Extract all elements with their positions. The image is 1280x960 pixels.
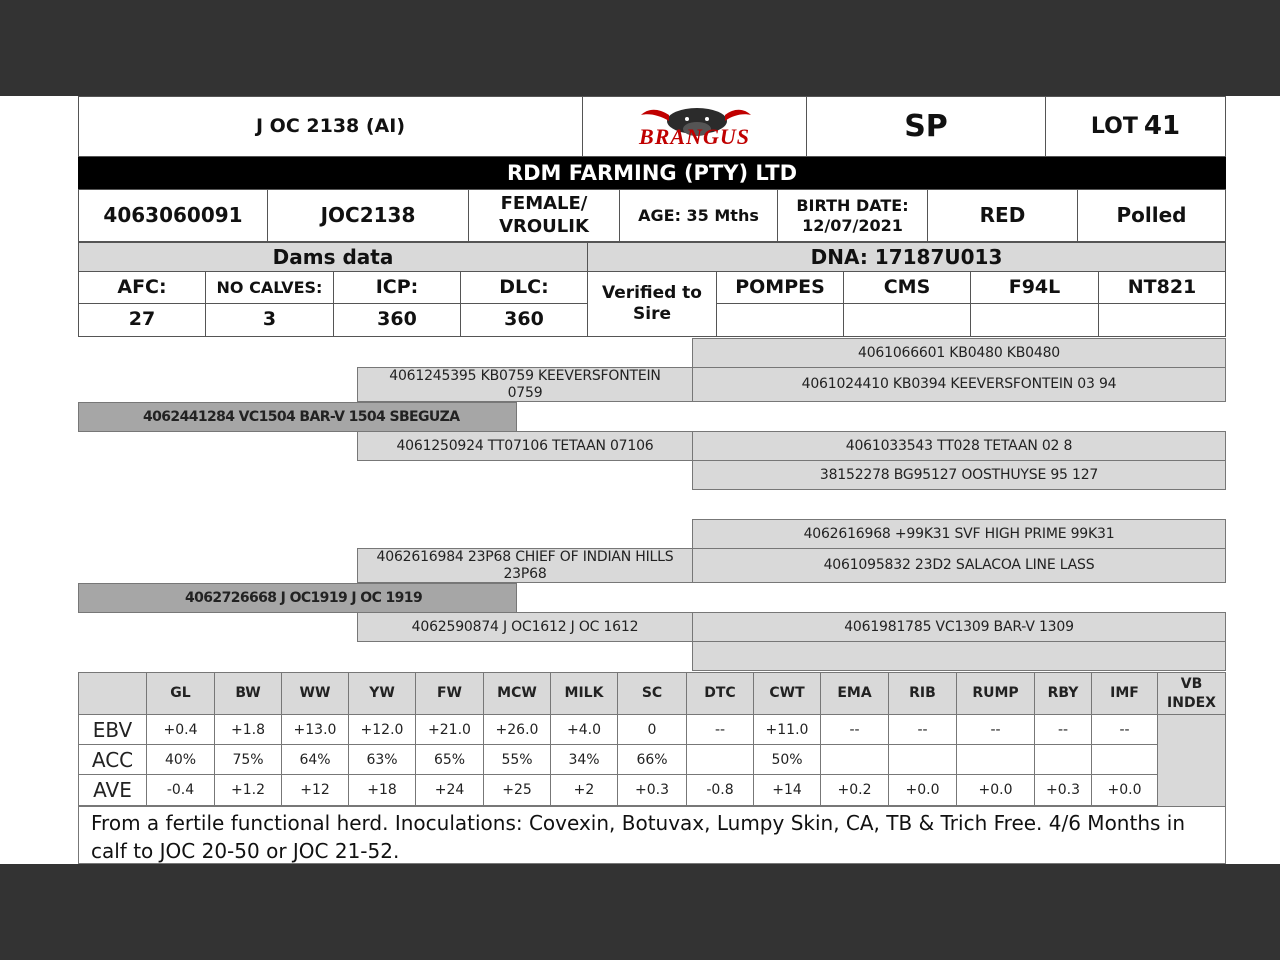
ebv-cell-acc-yw: 63%: [348, 744, 416, 775]
calves-label: NO CALVES:: [205, 271, 334, 304]
ebv-cell-ebv-mcw: +26.0: [483, 714, 551, 745]
ebv-cell-ebv-gl: +0.4: [146, 714, 215, 745]
dna-test-nt821: NT821: [1098, 271, 1226, 304]
dna-test-cms: CMS: [843, 271, 971, 304]
ebv-cell-acc-mcw: 55%: [483, 744, 551, 775]
birth-date: [777, 189, 928, 242]
animal-name: J OC 2138 (AI): [78, 96, 583, 157]
ebv-header-gl: GL: [146, 672, 215, 715]
afc-label: AFC:: [78, 271, 206, 304]
ebv-vb-index-value: [1157, 714, 1226, 808]
ebv-cell-ave-sc: +0.3: [617, 774, 687, 806]
verified-line2: Sire: [633, 304, 671, 324]
brangus-logo: [582, 96, 807, 157]
ebv-cell-ave-cwt: +14: [753, 774, 821, 806]
pedigree-dam-sire-sire: 4062616968 +99K31 SVF HIGH PRIME 99K31: [692, 519, 1226, 549]
ebv-cell-ebv-rib: --: [888, 714, 957, 745]
ebv-cell-acc-milk: 34%: [550, 744, 618, 775]
ebv-cell-ave-imf: +0.0: [1091, 774, 1158, 806]
ebv-cell-ave-fw: +24: [415, 774, 484, 806]
colour: RED: [927, 189, 1078, 242]
ebv-cell-ave-ema: +0.2: [820, 774, 889, 806]
tag-number: JOC2138: [267, 189, 469, 242]
dna-result-f94l: [970, 303, 1099, 337]
ebv-cell-acc-cwt: 50%: [753, 744, 821, 775]
ebv-row-label-ave: AVE: [78, 774, 147, 806]
pedigree-dam: 4062726668 J OC1919 J OC 1919: [78, 583, 517, 613]
afc-value: 27: [78, 303, 206, 337]
ebv-cell-acc-sc: 66%: [617, 744, 687, 775]
sex: [468, 189, 620, 242]
ebv-cell-acc-ww: 64%: [281, 744, 349, 775]
birth-date-label: BIRTH DATE:: [796, 195, 909, 215]
ebv-cell-ebv-yw: +12.0: [348, 714, 416, 745]
ebv-header-ww: WW: [281, 672, 349, 715]
ebv-header-vb-index: [1157, 672, 1226, 715]
ebv-header-rib: RIB: [888, 672, 957, 715]
ebv-cell-ebv-imf: --: [1091, 714, 1158, 745]
ebv-cell-ave-bw: +1.2: [214, 774, 282, 806]
ebv-row-label-ebv: EBV: [78, 714, 147, 745]
vb-index-line2: INDEX: [1167, 694, 1216, 711]
notes: From a fertile functional herd. Inoculations: Covexin, Botuvax, Lumpy Skin, CA, TB & Trich Free. 4/6 Months in calf to JOC 20-50 or JOC 21-52.: [78, 806, 1226, 864]
ebv-cell-ave-rump: +0.0: [956, 774, 1035, 806]
dlc-label: DLC:: [460, 271, 588, 304]
dna-result-nt821: [1098, 303, 1226, 337]
dna-title: DNA: 17187U013: [587, 242, 1226, 272]
dams-data-title: Dams data: [78, 242, 588, 272]
ebv-cell-acc-ema: [820, 744, 889, 775]
pedigree-sire-sire-dam: 4061024410 KB0394 KEEVERSFONTEIN 03 94: [692, 367, 1226, 402]
breeder-banner: RDM FARMING (PTY) LTD: [78, 157, 1226, 189]
icp-label: ICP:: [333, 271, 461, 304]
calves-value: 3: [205, 303, 334, 337]
pedigree-dam-dam-sire: 4061981785 VC1309 BAR-V 1309: [692, 612, 1226, 642]
ebv-cell-ave-mcw: +25: [483, 774, 551, 806]
ebv-cell-ebv-ww: +13.0: [281, 714, 349, 745]
ebv-cell-acc-rib: [888, 744, 957, 775]
pedigree-sire-dam-sire: 4061033543 TT028 TETAAN 02 8: [692, 431, 1226, 461]
age: AGE: 35 Mths: [619, 189, 778, 242]
ebv-header-dtc: DTC: [686, 672, 754, 715]
ebv-cell-acc-rby: [1034, 744, 1092, 775]
ebv-header-milk: MILK: [550, 672, 618, 715]
brand-text: BRANGUS: [639, 123, 750, 149]
vb-index-line1: VB: [1180, 675, 1203, 692]
ebv-cell-ave-gl: -0.4: [146, 774, 215, 806]
ebv-cell-acc-imf: [1091, 744, 1158, 775]
ebv-cell-ebv-ema: --: [820, 714, 889, 745]
id-number: 4063060091: [78, 189, 268, 242]
pedigree-dam-sire: 4062616984 23P68 CHIEF OF INDIAN HILLS 23P68: [357, 548, 693, 583]
ebv-header-fw: FW: [415, 672, 484, 715]
ebv-header-cwt: CWT: [753, 672, 821, 715]
ebv-header-sc: SC: [617, 672, 687, 715]
ebv-cell-acc-bw: 75%: [214, 744, 282, 775]
ebv-cell-ave-yw: +18: [348, 774, 416, 806]
horn-status: Polled: [1077, 189, 1226, 242]
dna-result-pompes: [716, 303, 844, 337]
lot-sheet: [0, 96, 1280, 864]
pedigree-dam-dam: 4062590874 J OC1612 J OC 1612: [357, 612, 693, 642]
pedigree-dam-sire-dam: 4061095832 23D2 SALACOA LINE LASS: [692, 548, 1226, 583]
ebv-header-mcw: MCW: [483, 672, 551, 715]
ebv-row-label-acc: ACC: [78, 744, 147, 775]
ebv-cell-acc-dtc: [686, 744, 754, 775]
ebv-header-imf: IMF: [1091, 672, 1158, 715]
ebv-header-rump: RUMP: [956, 672, 1035, 715]
birth-date-value: 12/07/2021: [802, 215, 903, 235]
ebv-header-bw: BW: [214, 672, 282, 715]
pedigree-sire-dam-dam: 38152278 BG95127 OOSTHUYSE 95 127: [692, 460, 1226, 490]
pedigree-sire-sire-sire: 4061066601 KB0480 KB0480: [692, 338, 1226, 368]
ebv-header-yw: YW: [348, 672, 416, 715]
ebv-cell-acc-gl: 40%: [146, 744, 215, 775]
dlc-value: 360: [460, 303, 588, 337]
sex-line2: VROULIK: [499, 215, 589, 237]
ebv-header-rby: RBY: [1034, 672, 1092, 715]
pedigree-sire-dam: 4061250924 TT07106 TETAAN 07106: [357, 431, 693, 461]
dna-result-cms: [843, 303, 971, 337]
lot-prefix: LOT: [1090, 113, 1138, 139]
ebv-cell-ave-ww: +12: [281, 774, 349, 806]
icp-value: 360: [333, 303, 461, 337]
ebv-cell-ebv-fw: +21.0: [415, 714, 484, 745]
pedigree-sire-sire: 4061245395 KB0759 KEEVERSFONTEIN 0759: [357, 367, 693, 402]
dna-test-pompes: POMPES: [716, 271, 844, 304]
dna-test-f94l: F94L: [970, 271, 1099, 304]
ebv-header-ema: EMA: [820, 672, 889, 715]
ebv-cell-ebv-cwt: +11.0: [753, 714, 821, 745]
ebv-cell-acc-fw: 65%: [415, 744, 484, 775]
ebv-header-corner: [78, 672, 147, 715]
pedigree-sire: 4062441284 VC1504 BAR-V 1504 SBEGUZA: [78, 402, 517, 432]
ebv-cell-ebv-bw: +1.8: [214, 714, 282, 745]
ebv-cell-acc-rump: [956, 744, 1035, 775]
verified-line1: Verified to: [602, 282, 702, 303]
ebv-cell-ave-rby: +0.3: [1034, 774, 1092, 806]
ebv-cell-ebv-milk: +4.0: [550, 714, 618, 745]
ebv-cell-ebv-rump: --: [956, 714, 1035, 745]
lot-number: [1045, 96, 1226, 157]
ebv-cell-ave-milk: +2: [550, 774, 618, 806]
sex-line1: FEMALE/: [500, 193, 588, 214]
category-code: SP: [806, 96, 1046, 157]
pedigree-dam-dam-dam: [692, 641, 1226, 671]
lot-value: 41: [1143, 111, 1181, 142]
ebv-cell-ebv-rby: --: [1034, 714, 1092, 745]
ebv-cell-ebv-dtc: --: [686, 714, 754, 745]
ebv-cell-ave-rib: +0.0: [888, 774, 957, 806]
ebv-cell-ebv-sc: 0: [617, 714, 687, 745]
verified-to-sire: [587, 271, 717, 337]
ebv-cell-ave-dtc: -0.8: [686, 774, 754, 806]
